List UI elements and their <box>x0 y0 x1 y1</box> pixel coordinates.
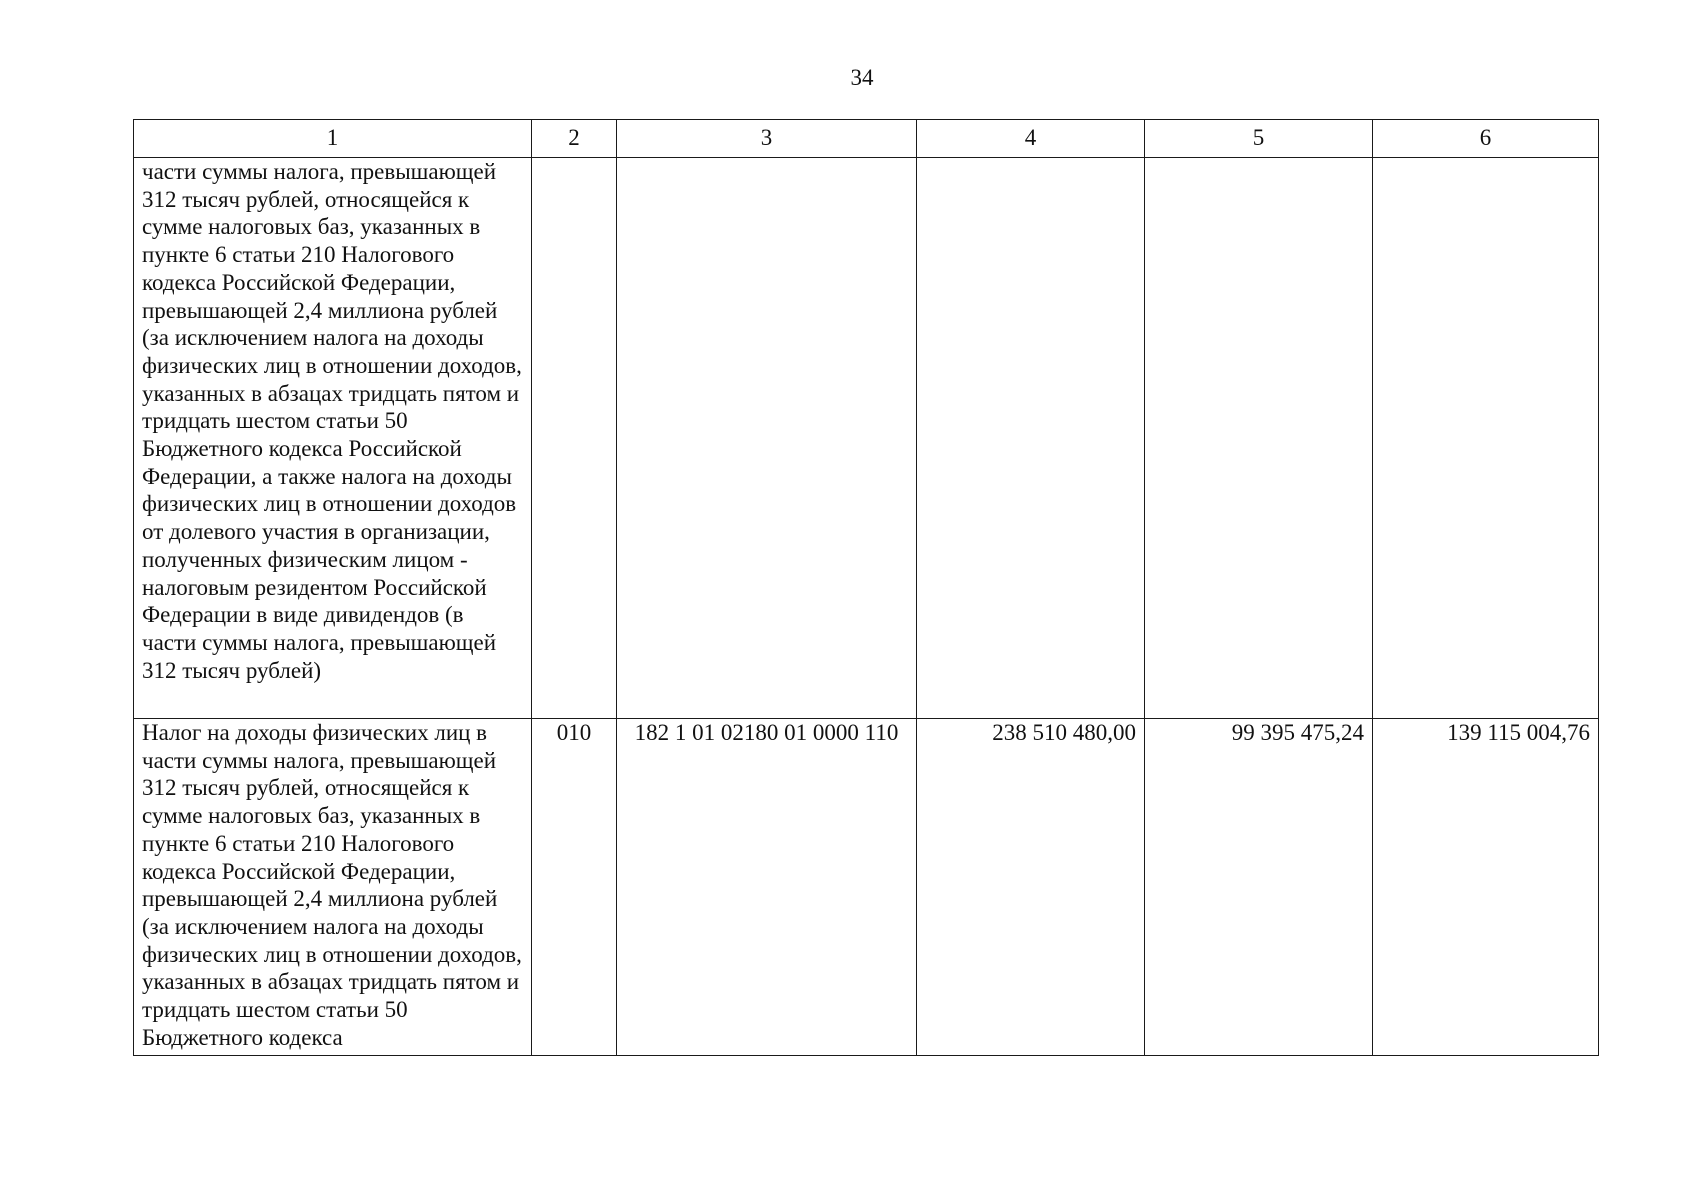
budget-execution-table <box>133 119 1599 1056</box>
row-executed-amount <box>1145 158 1373 719</box>
row-description: части суммы налога, превышающей 312 тысяч рублей, относящейся к сумме налоговых баз, указанных в пункте 6 статьи 210 Налогового кодекса Российской Федерации, превышающей 2,4 миллиона рублей (за исключением налога на доходы физических лиц в отношении доходов, указанных в абзацах тридцать пятом и тридцать шестом статьи 50 Бюджетного кодекса Российской Федерации, а также налога на доходы физических лиц в отношении доходов от долевого участия в организации, полученных физическим лицом - налоговым резидентом Российской Федерации в виде дивидендов (в части суммы налога, превышающей 312 тысяч рублей) <box>134 158 532 719</box>
table-header-row <box>134 120 1599 158</box>
row-unexecuted-amount <box>1373 158 1599 719</box>
row-description: Налог на доходы физических лиц в части суммы налога, превышающей 312 тысяч рублей, относящейся к сумме налоговых баз, указанных в пункте 6 статьи 210 Налогового кодекса Российской Федерации, превышающей 2,4 миллиона рублей (за исключением налога на доходы физических лиц в отношении доходов, указанных в абзацах тридцать пятом и тридцать шестом статьи 50 Бюджетного кодекса <box>134 719 532 1056</box>
header-col-1: 1 <box>134 120 532 158</box>
page-number: 34 <box>850 65 874 90</box>
row-approved-amount <box>917 158 1145 719</box>
row-approved-amount: 238 510 480,00 <box>917 719 1145 1056</box>
row-line-code <box>532 158 617 719</box>
row-line-code: 010 <box>532 719 617 1056</box>
header-col-6: 6 <box>1373 120 1599 158</box>
header-col-2: 2 <box>532 120 617 158</box>
header-col-5: 5 <box>1145 120 1373 158</box>
header-col-4: 4 <box>917 120 1145 158</box>
row-budget-classification-code: 182 1 01 02180 01 0000 110 <box>617 719 917 1056</box>
row-unexecuted-amount: 139 115 004,76 <box>1373 719 1599 1056</box>
table-row <box>134 719 1599 1056</box>
table-row <box>134 158 1599 719</box>
row-budget-classification-code <box>617 158 917 719</box>
header-col-3: 3 <box>617 120 917 158</box>
row-executed-amount: 99 395 475,24 <box>1145 719 1373 1056</box>
